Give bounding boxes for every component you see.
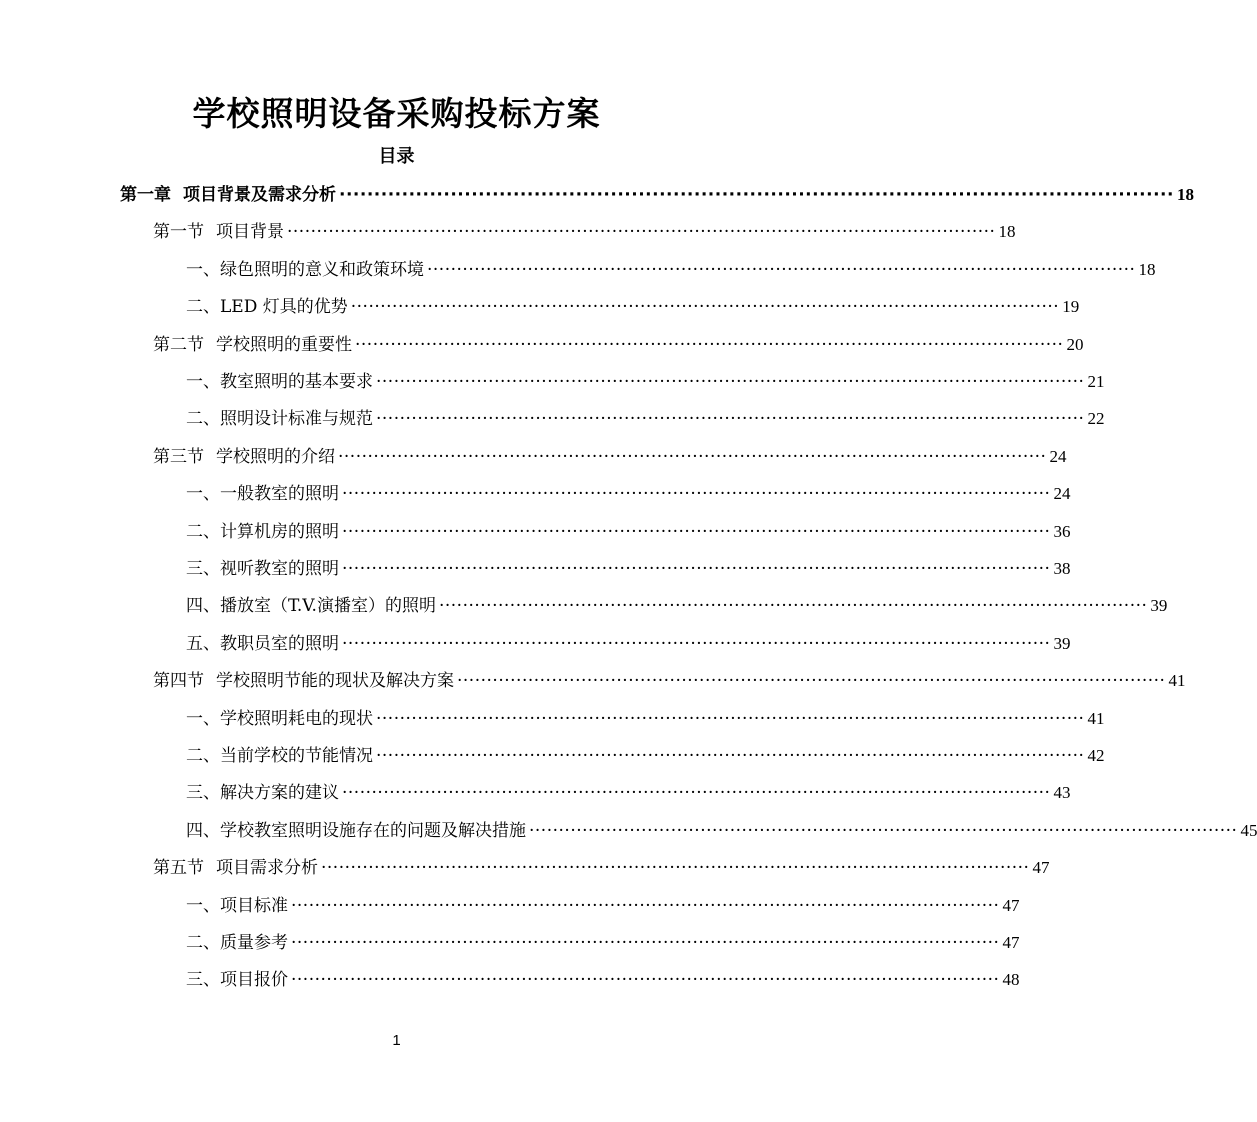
toc-dot-leader: ························································································································ bbox=[376, 708, 1085, 729]
toc-entry[interactable] bbox=[186, 363, 1105, 400]
toc-entry[interactable] bbox=[186, 812, 1257, 849]
toc-entry-page: 24 bbox=[1053, 484, 1071, 504]
toc-entry-page: 36 bbox=[1053, 521, 1071, 541]
toc-heading: 目录 bbox=[378, 146, 415, 167]
toc-entry-title: 学校照明的介绍 bbox=[216, 446, 335, 467]
toc-entry[interactable] bbox=[153, 849, 1050, 886]
toc-entry-page: 41 bbox=[1087, 708, 1105, 728]
toc-entry[interactable] bbox=[186, 475, 1071, 512]
toc-dot-leader: ························································································································ bbox=[376, 409, 1085, 430]
toc-dot-leader: ························································································································ bbox=[529, 820, 1238, 841]
toc-entry-page: 48 bbox=[1002, 970, 1020, 990]
toc-entry[interactable] bbox=[153, 438, 1067, 475]
toc-dot-leader: ························································································································ bbox=[350, 297, 1060, 318]
toc-entry-number: 第五节 bbox=[153, 858, 204, 879]
toc-dot-leader: ························································································································ bbox=[438, 596, 1148, 617]
toc-entry-title: 学校照明的重要性 bbox=[216, 334, 352, 355]
document-title: 学校照明设备采购投标方案 bbox=[192, 94, 601, 133]
toc-dot-leader: ························································································································ bbox=[342, 521, 1051, 542]
toc-entry-page: 19 bbox=[1062, 297, 1080, 317]
toc-entry-title: 项目背景及需求分析 bbox=[183, 185, 336, 205]
toc-entry-title: 三、视听教室的照明 bbox=[186, 559, 339, 579]
toc-entry-title: 三、项目报价 bbox=[186, 970, 288, 991]
toc-entry-number: 第四节 bbox=[153, 671, 204, 692]
toc-entry-title: 一、学校照明耗电的现状 bbox=[186, 708, 373, 729]
toc-entry[interactable] bbox=[153, 213, 1016, 250]
toc-entry-title: 二、当前学校的节能情况 bbox=[186, 746, 373, 766]
toc-entry-page: 47 bbox=[1002, 933, 1020, 952]
toc-entry-number: 第二节 bbox=[153, 334, 204, 355]
toc-dot-leader: ························································································································ bbox=[342, 633, 1051, 654]
toc-entry[interactable] bbox=[186, 625, 1071, 662]
toc-entry[interactable] bbox=[186, 251, 1156, 288]
page-number: 1 bbox=[392, 1032, 401, 1049]
toc-entry[interactable] bbox=[186, 737, 1105, 774]
toc-entry-page: 47 bbox=[1002, 895, 1020, 915]
toc-dot-leader: ························································································································ bbox=[342, 484, 1051, 505]
toc-entry-page: 22 bbox=[1087, 409, 1105, 429]
toc-dot-leader: ························································································································ bbox=[291, 895, 1000, 916]
toc-entry[interactable] bbox=[153, 326, 1084, 363]
toc-entry-title: 项目背景 bbox=[216, 222, 284, 243]
toc-entry[interactable] bbox=[186, 924, 1020, 961]
toc-entry-number: 第一节 bbox=[153, 222, 204, 243]
toc-entry-page: 20 bbox=[1066, 334, 1084, 354]
toc-dot-leader: ························································································································ bbox=[339, 185, 1174, 205]
toc-dot-leader: ························································································································ bbox=[376, 372, 1085, 392]
toc-entry-title: 二、照明设计标准与规范 bbox=[186, 409, 373, 430]
toc-entry[interactable] bbox=[186, 587, 1168, 624]
toc-entry[interactable] bbox=[186, 550, 1071, 587]
toc-dot-leader: ························································································································ bbox=[291, 933, 1000, 953]
toc-entry-title: 一、绿色照明的意义和政策环境 bbox=[186, 259, 424, 280]
toc-dot-leader: ························································································································ bbox=[376, 746, 1085, 766]
toc-entry-page: 18 bbox=[1138, 259, 1156, 279]
toc-entry-title: 二、LED 灯具的优势 bbox=[186, 297, 348, 318]
toc-entry-number: 第三节 bbox=[153, 446, 204, 467]
toc-entry-page: 39 bbox=[1150, 596, 1168, 616]
toc-entry[interactable] bbox=[186, 288, 1080, 325]
toc-entry-page: 39 bbox=[1053, 633, 1071, 653]
toc-entry[interactable] bbox=[186, 400, 1105, 437]
toc-dot-leader: ························································································································ bbox=[287, 222, 996, 243]
toc-entry[interactable] bbox=[186, 700, 1105, 737]
toc-dot-leader: ························································································································ bbox=[291, 970, 1000, 991]
toc-entry[interactable] bbox=[186, 887, 1020, 924]
toc-entry-title: 一、一般教室的照明 bbox=[186, 484, 339, 505]
toc-entry-title: 项目需求分析 bbox=[216, 858, 318, 879]
toc-entry-title: 二、质量参考 bbox=[186, 933, 288, 953]
toc-entry-title: 一、教室照明的基本要求 bbox=[186, 372, 373, 392]
toc-entry[interactable] bbox=[186, 513, 1071, 550]
toc-dot-leader: ························································································································ bbox=[355, 334, 1064, 355]
toc-entry-page: 47 bbox=[1032, 858, 1050, 878]
toc-entry-title: 四、学校教室照明设施存在的问题及解决措施 bbox=[186, 820, 526, 841]
toc-dot-leader: ························································································································ bbox=[321, 858, 1030, 879]
toc-entry-page: 41 bbox=[1168, 671, 1186, 691]
toc-entry-title: 五、教职员室的照明 bbox=[186, 633, 339, 654]
toc-entry-page: 24 bbox=[1049, 446, 1067, 466]
toc-entry-page: 43 bbox=[1053, 783, 1071, 803]
toc-entry-page: 21 bbox=[1087, 372, 1105, 391]
toc-entry-title: 学校照明节能的现状及解决方案 bbox=[216, 671, 454, 692]
toc-entry-page: 18 bbox=[1176, 185, 1194, 204]
toc-dot-leader: ························································································································ bbox=[342, 783, 1051, 804]
toc-entry-page: 18 bbox=[998, 222, 1016, 242]
toc-entry-title: 一、项目标准 bbox=[186, 895, 288, 916]
toc-entry[interactable] bbox=[186, 774, 1071, 811]
toc-dot-leader: ························································································································ bbox=[342, 559, 1051, 579]
toc-entry-number: 第一章 bbox=[120, 185, 171, 205]
toc-entry-title: 四、播放室（T.V.演播室）的照明 bbox=[186, 596, 436, 617]
toc-entry-title: 三、解决方案的建议 bbox=[186, 783, 339, 804]
toc-entry[interactable] bbox=[153, 662, 1186, 699]
toc-entry-title: 二、计算机房的照明 bbox=[186, 521, 339, 542]
toc-entry-page: 42 bbox=[1087, 746, 1105, 765]
toc-dot-leader: ························································································································ bbox=[457, 671, 1166, 692]
toc-dot-leader: ························································································································ bbox=[427, 259, 1136, 280]
toc-entry-page: 38 bbox=[1053, 559, 1071, 578]
toc-entry[interactable] bbox=[120, 176, 1194, 213]
toc-entry[interactable] bbox=[186, 961, 1020, 998]
toc-dot-leader: ························································································································ bbox=[338, 446, 1047, 467]
toc-entry-page: 45 bbox=[1240, 820, 1257, 840]
